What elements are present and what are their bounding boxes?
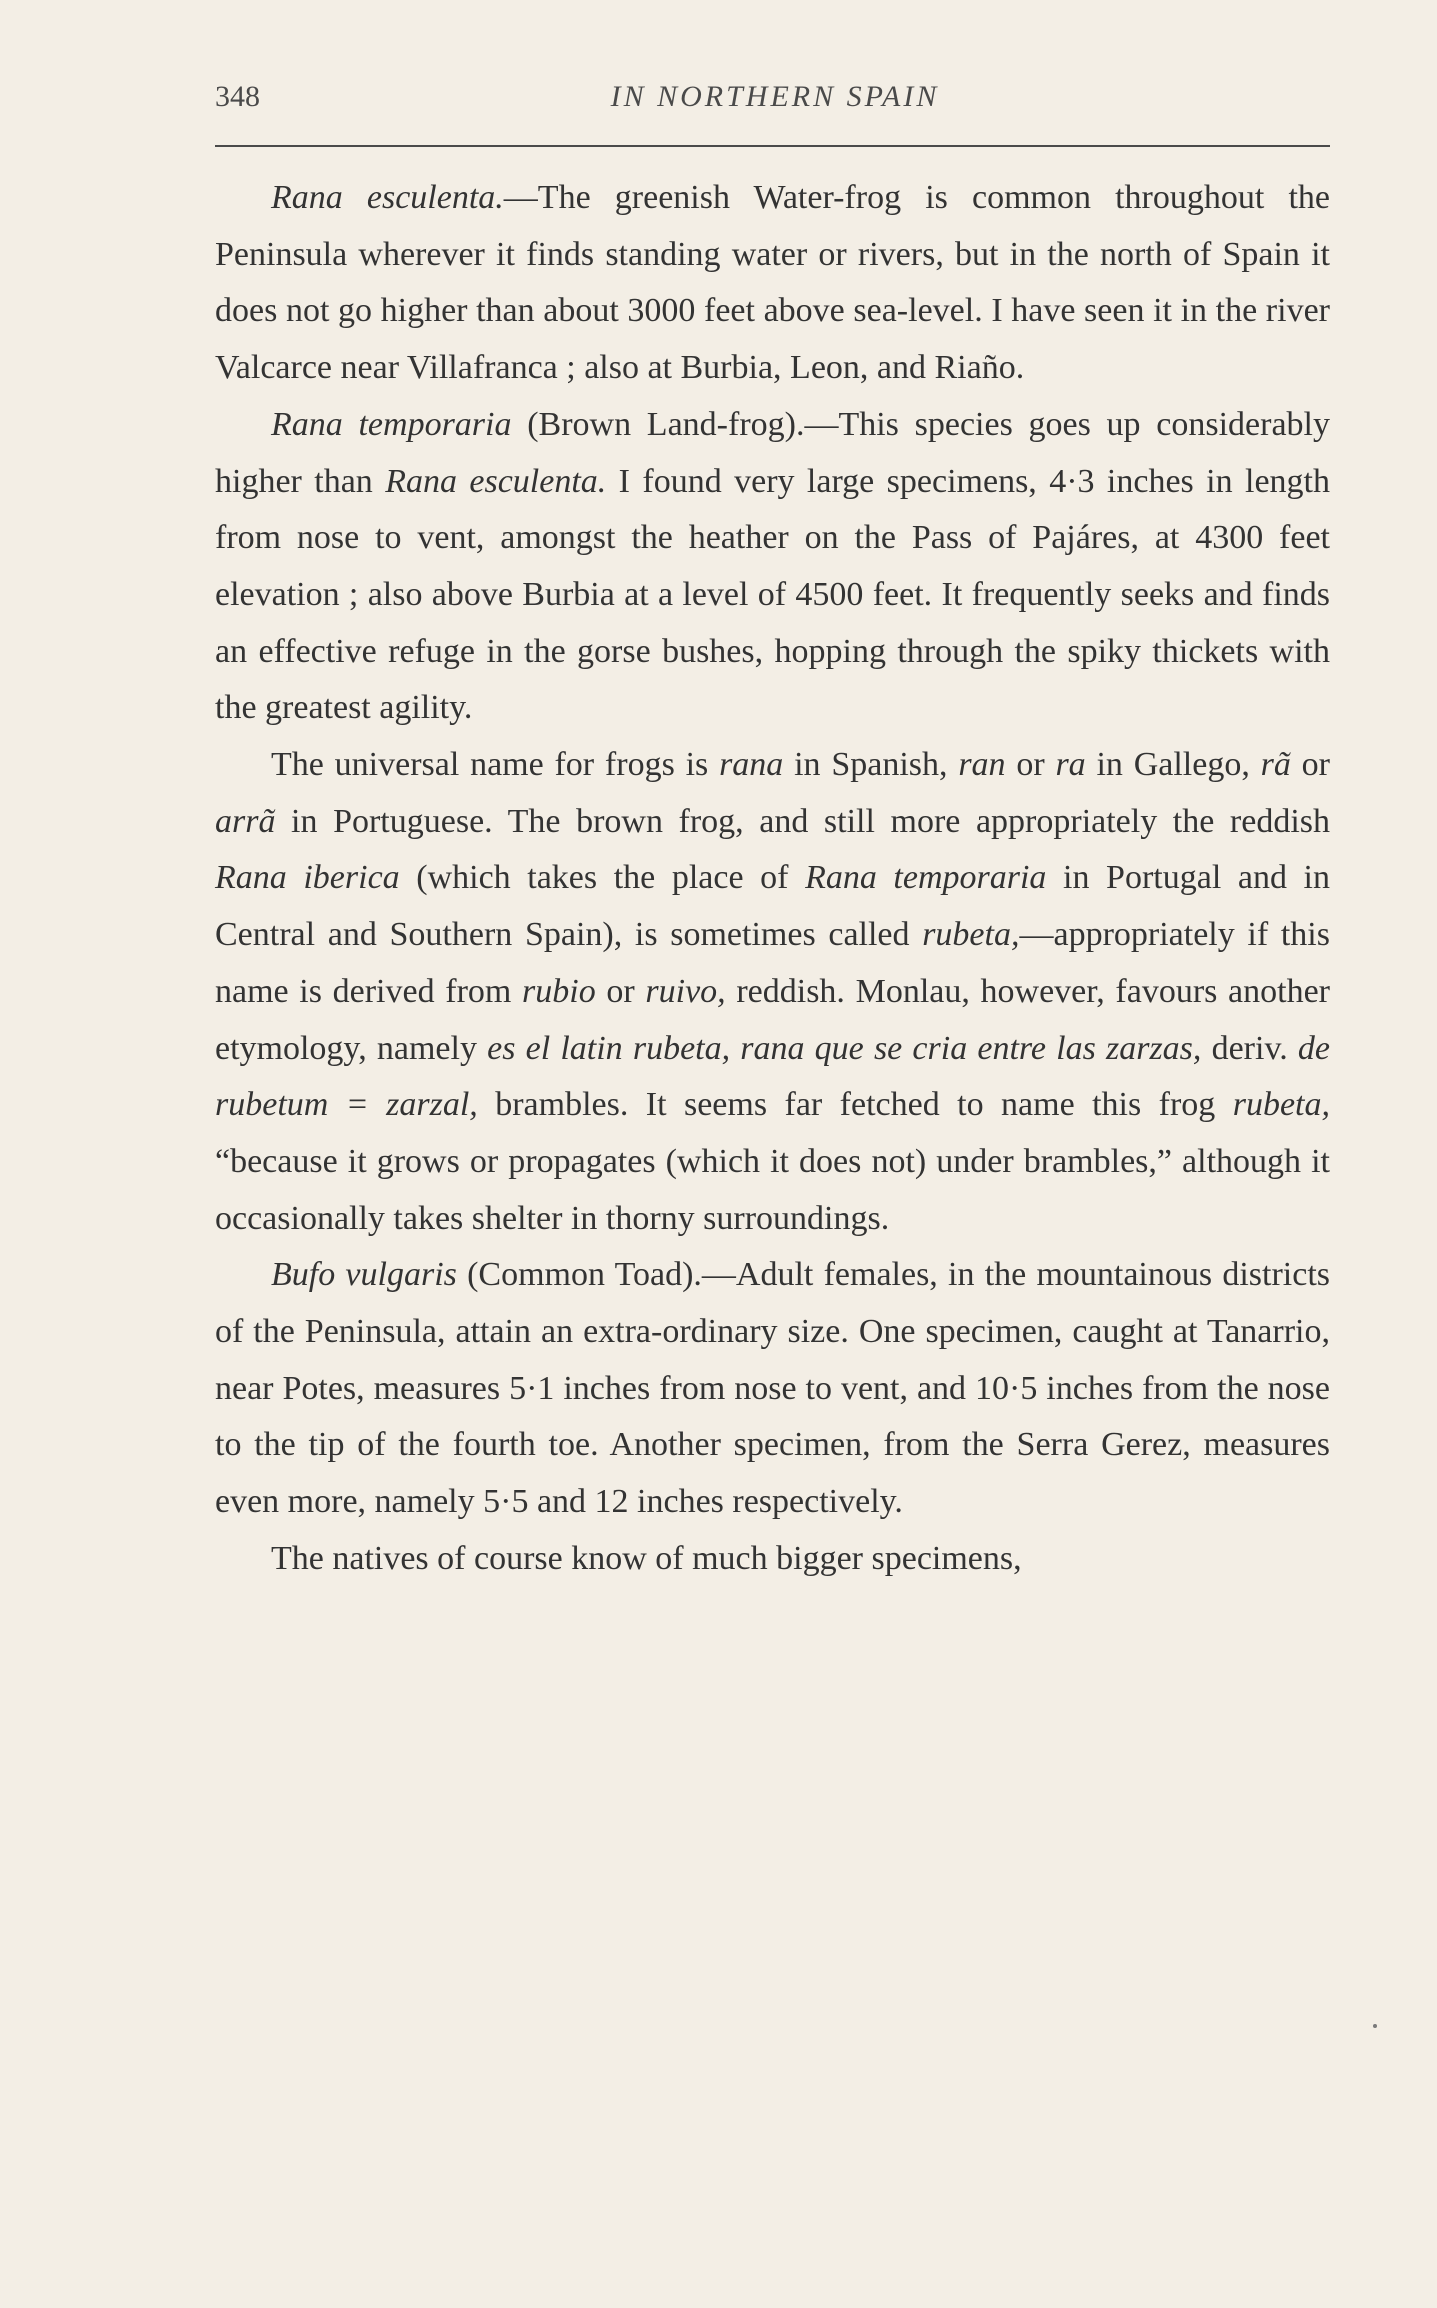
text-run: deriv.: [1201, 1029, 1298, 1067]
italic-run: Rana esculenta.: [385, 462, 607, 500]
page-number: 348: [215, 80, 260, 113]
body-text: [215, 170, 1330, 1588]
paragraph: [215, 1247, 1330, 1531]
paragraph: [215, 1531, 1330, 1588]
text-run: The natives of course know of much bigger specimens,: [271, 1539, 1022, 1577]
italic-run: ruivo,: [645, 972, 726, 1010]
text-run: The universal name for frogs is: [271, 746, 720, 784]
text-run: —The greenish Water-frog is common throughout the Peninsula wherever it finds standing water or rivers, but in the north of Spain it does not go higher than about 3000 feet above sea-level. I have seen it in the river Valcarce near Villafranca ; also at Burbia, Leon, and Riaño.: [215, 179, 1330, 387]
paragraph: [215, 397, 1330, 737]
text-run: I found very large specimens, 4·3 inches in length from nose to vent, amongst the heather on the Pass of Pajáres, at 4300 feet elevation ; also above Burbia at a level of 4500 feet. It frequently seeks and finds an effective refuge in the gorse bushes, hopping through the spiky thickets with the greatest agility.: [215, 462, 1330, 727]
italic-run: arrã: [215, 802, 276, 840]
text-run: or: [1290, 746, 1330, 784]
italic-run: Rana temporaria: [805, 859, 1047, 897]
text-run: or: [595, 972, 646, 1010]
italic-run: Rana esculenta.: [271, 179, 504, 216]
paragraph: [215, 170, 1330, 397]
text-run: (Brown Land-frog).—This species goes up considerably higher than: [215, 405, 1330, 500]
page-header: [215, 72, 1335, 132]
italic-run: Rana temporaria: [271, 405, 512, 443]
text-run: or: [1005, 746, 1056, 784]
print-speck: [1373, 2024, 1377, 2028]
paragraph: [215, 737, 1330, 1247]
text-run: (which takes the place of: [399, 859, 806, 897]
italic-run: rubeta,: [1232, 1086, 1331, 1124]
italic-run: rubeta,: [922, 916, 1020, 954]
text-run: reddish. Monlau, however, favours another etymology, namely: [215, 972, 1330, 1067]
text-run: in Portugal and in Central and Southern Spain), is sometimes called: [215, 859, 1330, 954]
text-run: in Gallego,: [1085, 746, 1261, 784]
italic-run: es el latin rubeta, rana que se cria entre las zarzas,: [487, 1029, 1202, 1067]
italic-run: rana: [719, 746, 784, 784]
text-run: brambles. It seems far fetched to name this frog: [477, 1086, 1233, 1124]
italic-run: ra: [1055, 746, 1086, 784]
text-run: —appropriately if this name is derived from: [215, 916, 1330, 1010]
text-run: in Spanish,: [783, 746, 959, 784]
italic-run: Bufo vulgaris: [271, 1256, 457, 1294]
running-title: IN NORTHERN SPAIN: [610, 80, 940, 113]
text-run: (Common Toad).—Adult females, in the mountainous districts of the Peninsula, attain an extra-ordinary size. One specimen, caught at Tanarrio, near Potes, measures 5·1 inches from nose to vent, and 10·5 inches from the nose to the tip of the fourth toe. Another specimen, from the Serra Gerez, measures even more, namely 5·5 and 12 inches respectively.: [215, 1256, 1330, 1521]
italic-run: rubio: [522, 972, 596, 1010]
italic-run: ran: [958, 746, 1006, 784]
text-run: “because it grows or propagates (which it does not) under brambles,” although it occasionally takes shelter in thorny surroundings.: [215, 1142, 1330, 1237]
italic-run: de rubetum = zarzal,: [215, 1029, 1331, 1124]
text-run: in Portuguese. The brown frog, and still more appropriately the reddish: [275, 802, 1330, 840]
italic-run: Rana iberica: [215, 859, 400, 897]
header-rule: [215, 145, 1330, 147]
italic-run: rã: [1260, 746, 1291, 784]
